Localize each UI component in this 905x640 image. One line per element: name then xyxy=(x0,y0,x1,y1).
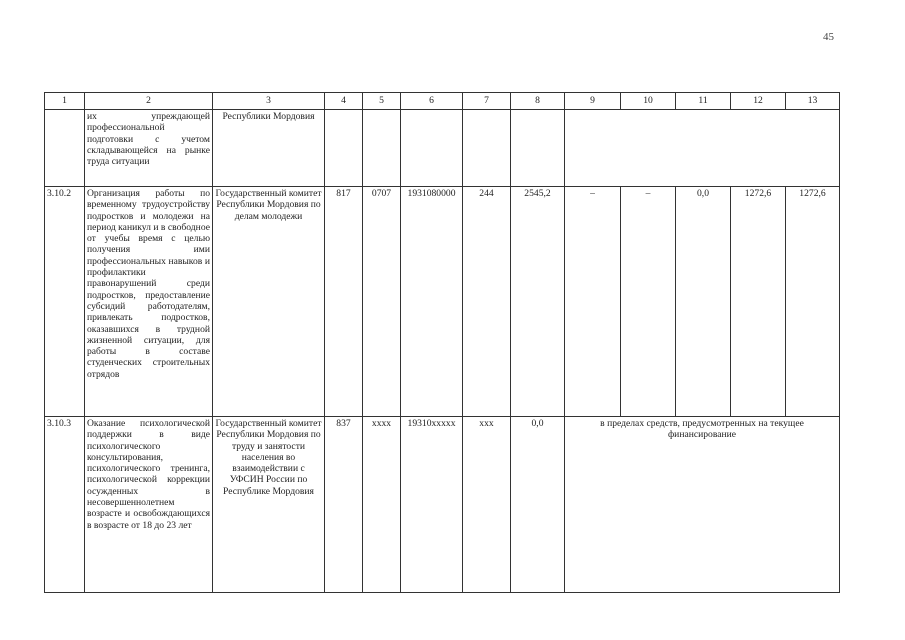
header-cell: 11 xyxy=(676,93,731,110)
year-value-cell: – xyxy=(565,187,621,417)
empty-cell xyxy=(565,110,840,187)
financing-note-cell: в пределах средств, предусмотренных на текущее финансирование xyxy=(565,417,840,593)
header-cell: 4 xyxy=(325,93,363,110)
empty-cell xyxy=(511,110,565,187)
row-number-cell xyxy=(45,110,85,187)
responsible-cell: Государственный комитет Республики Мордовия по труду и занятости населения во взаимодействии с УФСИН России по Республике Мордовия xyxy=(213,417,325,593)
expense-type-cell: ххх xyxy=(463,417,511,593)
table-row xyxy=(45,187,840,417)
header-cell: 13 xyxy=(786,93,840,110)
header-cell: 7 xyxy=(463,93,511,110)
section-code-cell: хххх xyxy=(363,417,401,593)
total-cell: 0,0 xyxy=(511,417,565,593)
total-cell: 2545,2 xyxy=(511,187,565,417)
year-value-cell: 0,0 xyxy=(676,187,731,417)
header-cell: 5 xyxy=(363,93,401,110)
table-row xyxy=(45,417,840,593)
year-value-cell: – xyxy=(621,187,676,417)
target-article-cell: 19310ххххх xyxy=(401,417,463,593)
header-cell: 9 xyxy=(565,93,621,110)
ministry-code-cell: 837 xyxy=(325,417,363,593)
header-cell: 8 xyxy=(511,93,565,110)
empty-cell xyxy=(325,110,363,187)
table-row-continuation xyxy=(45,110,840,187)
responsible-cell: Государственный комитет Республики Мордовия по делам молодежи xyxy=(213,187,325,417)
year-value-cell: 1272,6 xyxy=(731,187,786,417)
year-value-cell: 1272,6 xyxy=(786,187,840,417)
section-code-cell: 0707 xyxy=(363,187,401,417)
responsible-cell: Республики Мордовия xyxy=(213,110,325,187)
expense-type-cell: 244 xyxy=(463,187,511,417)
description-cell: их упреждающей профессиональной подготовки с учетом складывающейся на рынке труда ситуации xyxy=(85,110,213,187)
header-row xyxy=(45,93,840,110)
description-cell: Организация работы по временному трудоустройству подростков и молодежи на период каникул и в свободное от учебы время с целью получения ими профессиональных навыков и профилактики правонарушений среди подростков, предоставление субсидий работодателям, привлекать подростков, оказавшихся в трудной жизненной ситуации, для работы в составе студенческих строительных отрядов xyxy=(85,187,213,417)
program-table xyxy=(44,92,840,593)
empty-cell xyxy=(401,110,463,187)
header-cell: 3 xyxy=(213,93,325,110)
header-cell: 10 xyxy=(621,93,676,110)
page-number: 45 xyxy=(823,31,834,43)
description-cell: Оказание психологической поддержки в виде психологического консультирования, психологического тренинга, психологической коррекции осужденных в несовершеннолетнем возрасте и освобождающихся в возрасте от 18 до 23 лет xyxy=(85,417,213,593)
row-number-cell: 3.10.2 xyxy=(45,187,85,417)
header-cell: 2 xyxy=(85,93,213,110)
header-cell: 1 xyxy=(45,93,85,110)
ministry-code-cell: 817 xyxy=(325,187,363,417)
header-cell: 12 xyxy=(731,93,786,110)
header-cell: 6 xyxy=(401,93,463,110)
row-number-cell: 3.10.3 xyxy=(45,417,85,593)
empty-cell xyxy=(363,110,401,187)
target-article-cell: 1931080000 xyxy=(401,187,463,417)
empty-cell xyxy=(463,110,511,187)
